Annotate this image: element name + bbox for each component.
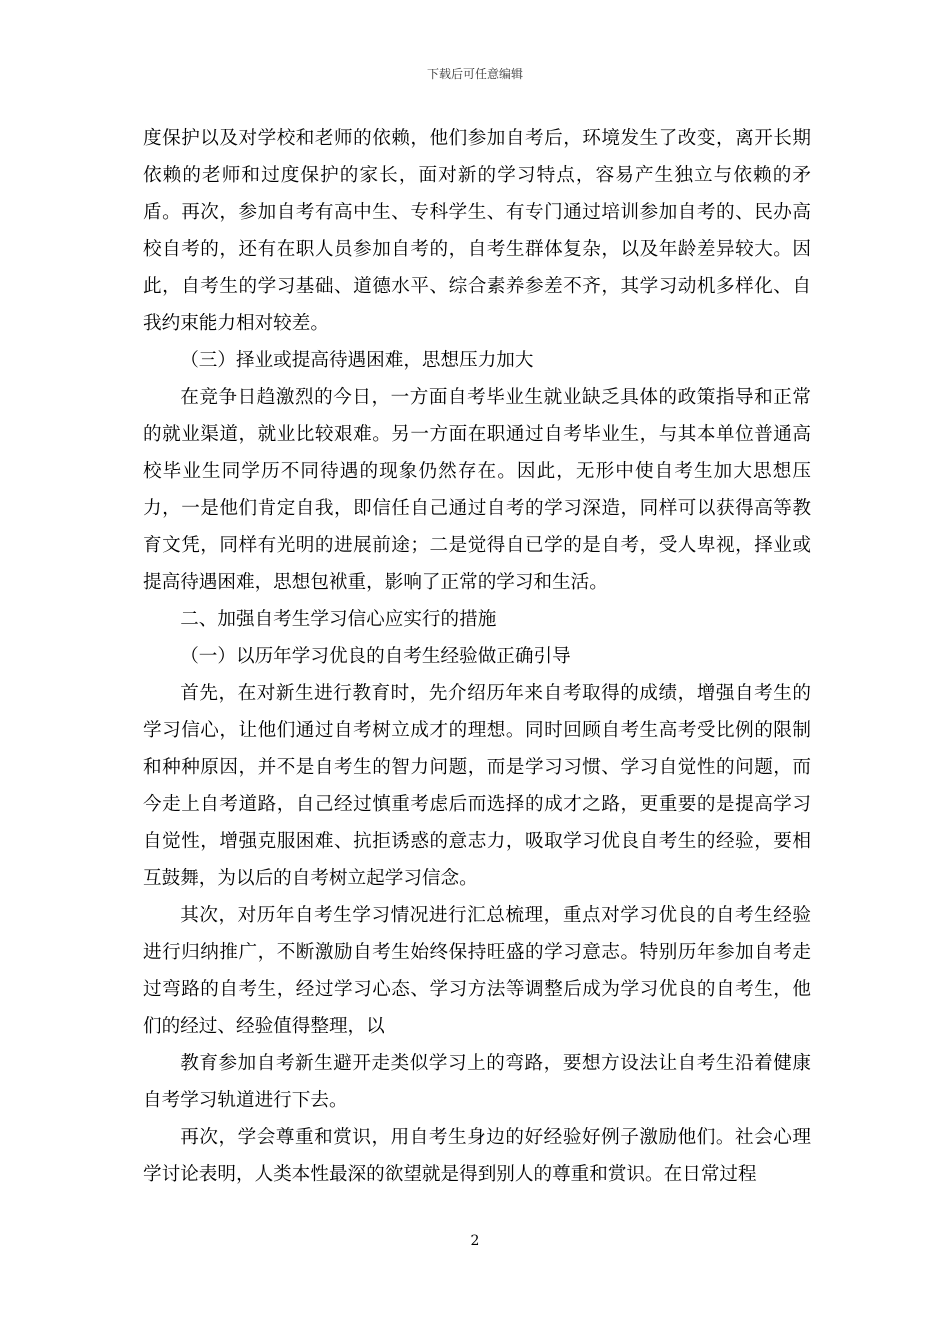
paragraph: 教育参加自考新生避开走类似学习上的弯路，要想方设法让自考生沿着健康自考学习轨道进行下去。 <box>143 1053 811 1111</box>
paragraph-continuation: 度保护以及对学校和老师的依赖，他们参加自考后，环境发生了改变，离开长期依赖的老师和过度保护的家长，面对新的学习特点，容易产生独立与依赖的矛盾。再次，参加自考有高中生、专科学生、有专门通过培训参加自考的、民办高校自考的，还有在职人员参加自考的，自考生群体复杂，以及年龄差异较大。因此，自考生的学习基础、道德水平、综合素养参差不齐，其学习动机多样化、自我约束能力相对较差。 <box>143 128 811 334</box>
paragraph: 再次，学会尊重和赏识，用自考生身边的好经验好例子激励他们。社会心理学讨论表明，人类本性最深的欲望就是得到别人的尊重和赏识。在日常过程 <box>143 1127 811 1185</box>
paragraph: 首先，在对新生进行教育时，先介绍历年来自考取得的成绩，增强自考生的学习信心，让他们通过自考树立成才的理想。同时回顾自考生高考受比例的限制和种种原因，并不是自考生的智力问题，而是学习习惯、学习自觉性的问题，而今走上自考道路，自己经过慎重考虑后而选择的成才之路，更重要的是提高学习自觉性，增强克服困难、抗拒诱惑的意志力，吸取学习优良自考生的经验，要相互鼓舞，为以后的自考树立起学习信念。 <box>143 683 811 889</box>
section-heading-1: （一）以历年学习优良的自考生经验做正确引导 <box>180 646 571 667</box>
paragraph: 在竞争日趋激烈的今日，一方面自考毕业生就业缺乏具体的政策指导和正常的就业渠道，就业比较艰难。另一方面在职通过自考毕业生，与其本单位普通高校毕业生同学历不同待遇的现象仍然存在。因此，无形中使自考生加大思想压力，一是他们肯定自我，即信任自己通过自考的学习深造，同样可以获得高等教育文凭，同样有光明的进展前途；二是觉得自已学的是自考，受人卑视，择业或提高待遇困难，思想包袱重，影响了正常的学习和生活。 <box>143 387 811 593</box>
page-number: 2 <box>470 1233 480 1249</box>
paragraph: 其次，对历年自考生学习情况进行汇总梳理，重点对学习优良的自考生经验进行归纳推广，不断激励自考生始终保持旺盛的学习意志。特别历年参加自考走过弯路的自考生，经过学习心态、学习方法等调整后成为学习优良的自考生，他们的经过、经验值得整理，以 <box>143 905 811 1037</box>
section-heading-3: （三）择业或提高待遇困难，思想压力加大 <box>180 350 534 371</box>
document-body <box>143 120 811 1193</box>
section-heading-main: 二、加强自考生学习信心应实行的措施 <box>180 609 497 630</box>
page-header: 下载后可任意编辑 <box>426 67 523 81</box>
